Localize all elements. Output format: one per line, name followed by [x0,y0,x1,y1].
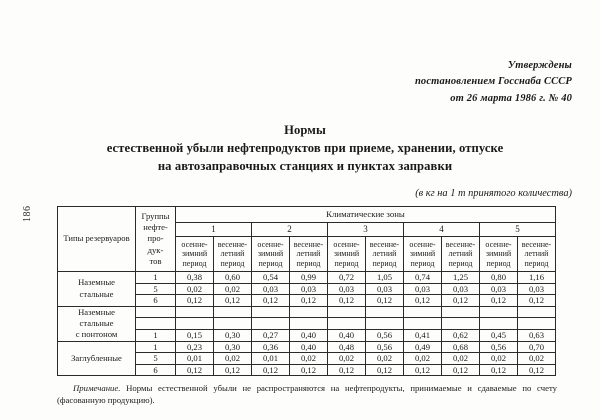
header-type-column: Типы резервуаров [58,207,136,272]
row-value-cell: 0,30 [214,329,252,341]
row-value-cell [480,318,518,330]
row-value-cell: 0,12 [328,364,366,376]
row-value-cell: 0,12 [518,295,556,307]
header-zone-3: 3 [328,223,404,237]
row-type-label [58,272,136,307]
row-value-cell: 0,80 [480,272,518,284]
row-value-cell [404,318,442,330]
group-line-5: тов [149,255,162,266]
row-value-cell [252,306,290,318]
header-climatic-zones: Климатические зоны [176,207,556,223]
row-type-line: с понтоном [75,329,118,340]
title-line-2: естественной убыли нефтепродуктов при приеме, хранении, отпуске [106,140,504,155]
row-value-cell [214,306,252,318]
row-value-cell: 0,03 [518,283,556,295]
row-value-cell [290,306,328,318]
row-value-cell: 0,02 [290,353,328,365]
row-value-cell: 0,02 [480,353,518,365]
row-value-cell: 0,56 [480,341,518,353]
row-type-line: стальные [79,288,114,299]
row-value-cell: 0,12 [176,295,214,307]
row-value-cell [404,306,442,318]
row-value-cell [518,306,556,318]
row-value-cell: 0,40 [290,329,328,341]
row-value-cell: 0,36 [252,341,290,353]
title-line-1: Нормы [284,123,326,137]
row-value-cell: 0,03 [442,283,480,295]
row-group-number: 6 [136,295,176,307]
table-row [58,306,556,318]
page-number: 186 [22,205,33,222]
footnote-label: Примечание. [73,383,121,393]
row-value-cell: 0,02 [214,353,252,365]
header-zone-4: 4 [404,223,480,237]
row-value-cell [442,318,480,330]
row-value-cell [366,318,404,330]
header-period-ss-z3: весенне-летний период [366,237,404,272]
footnote [57,382,557,407]
row-value-cell: 0,99 [290,272,328,284]
row-value-cell [176,306,214,318]
row-value-cell: 0,45 [480,329,518,341]
row-value-cell: 0,02 [214,283,252,295]
document-title [55,122,555,176]
row-value-cell: 0,54 [252,272,290,284]
approval-block [300,58,572,107]
row-value-cell [328,306,366,318]
header-zone-1: 1 [176,223,252,237]
row-value-cell: 0,56 [366,329,404,341]
row-value-cell: 1,05 [366,272,404,284]
row-value-cell: 0,15 [176,329,214,341]
row-type-label [58,341,136,376]
header-period-ss-z1: весенне-летний период [214,237,252,272]
row-value-cell: 0,12 [290,295,328,307]
table-row [58,341,556,353]
row-value-cell: 0,12 [480,295,518,307]
row-value-cell: 0,62 [442,329,480,341]
row-value-cell: 0,02 [404,353,442,365]
footnote-text: Нормы естественной убыли не распространяются на нефтепродукты, принимаемые и сдаваемые по счету (фасованную продукцию). [57,383,557,406]
row-value-cell: 0,12 [442,364,480,376]
row-value-cell: 0,03 [480,283,518,295]
header-group-column [136,207,176,272]
row-value-cell: 0,12 [176,364,214,376]
table-head [58,207,556,272]
row-value-cell: 0,12 [442,295,480,307]
group-line-1: Группы [141,211,170,222]
row-value-cell: 0,12 [404,295,442,307]
row-value-cell [480,306,518,318]
row-value-cell: 0,01 [176,353,214,365]
row-value-cell [290,318,328,330]
row-value-cell: 0,27 [252,329,290,341]
row-value-cell: 0,12 [252,295,290,307]
header-period-aw-z4: осенне-зимний период [404,237,442,272]
row-value-cell: 0,12 [366,295,404,307]
table-row [58,272,556,284]
row-type-label [58,306,136,341]
row-group-number: 5 [136,353,176,365]
group-line-3: про- [147,233,164,244]
row-type-line: Наземные [78,306,115,317]
row-value-cell: 0,12 [290,364,328,376]
header-period-aw-z1: осенне-зимний период [176,237,214,272]
approval-line-1: Утверждены [507,60,572,71]
row-value-cell: 0,49 [404,341,442,353]
row-value-cell: 0,68 [442,341,480,353]
header-period-ss-z2: весенне-летний период [290,237,328,272]
norms-table [57,206,556,376]
row-group-number [136,318,176,330]
row-value-cell: 0,41 [404,329,442,341]
row-value-cell: 0,12 [214,295,252,307]
row-value-cell: 0,12 [366,364,404,376]
row-value-cell [442,306,480,318]
header-row-zones [58,207,556,223]
row-value-cell: 0,03 [252,283,290,295]
header-period-ss-z4: весенне-летний период [442,237,480,272]
row-value-cell: 0,48 [328,341,366,353]
row-value-cell: 0,30 [214,341,252,353]
row-value-cell [328,318,366,330]
row-value-cell: 0,02 [176,283,214,295]
row-value-cell [518,318,556,330]
row-group-number: 1 [136,341,176,353]
row-group-number: 6 [136,364,176,376]
norms-table-container [57,206,555,376]
row-group-number: 5 [136,283,176,295]
row-value-cell: 0,02 [366,353,404,365]
row-value-cell: 0,02 [328,353,366,365]
row-value-cell: 0,63 [518,329,556,341]
row-value-cell: 0,60 [214,272,252,284]
row-value-cell [176,318,214,330]
row-value-cell: 0,12 [480,364,518,376]
header-period-aw-z2: осенне-зимний период [252,237,290,272]
row-value-cell: 0,38 [176,272,214,284]
row-value-cell [366,306,404,318]
row-value-cell: 0,72 [328,272,366,284]
row-value-cell: 0,01 [252,353,290,365]
row-value-cell [214,318,252,330]
row-value-cell: 0,74 [404,272,442,284]
row-type-line: Наземные [78,277,115,288]
row-value-cell: 0,12 [252,364,290,376]
row-group-number: 1 [136,329,176,341]
header-period-aw-z3: осенне-зимний период [328,237,366,272]
row-value-cell: 1,25 [442,272,480,284]
row-type-line: Заглубленные [71,352,122,363]
row-value-cell: 0,12 [214,364,252,376]
title-line-3: на автозаправочных станциях и пунктах заправки [157,158,453,173]
row-value-cell: 1,16 [518,272,556,284]
group-line-4: дук- [147,244,164,255]
approval-line-3: от 26 марта 1986 г. № 40 [450,92,572,104]
row-value-cell: 0,56 [366,341,404,353]
row-value-cell: 0,70 [518,341,556,353]
row-value-cell: 0,02 [518,353,556,365]
header-period-aw-z5: осенне-зимний период [480,237,518,272]
header-zone-2: 2 [252,223,328,237]
header-period-ss-z5: весенне-летний период [518,237,556,272]
row-value-cell: 0,03 [366,283,404,295]
row-value-cell: 0,40 [290,341,328,353]
row-group-number: 1 [136,272,176,284]
row-type-line: стальные [79,317,114,328]
row-group-number [136,306,176,318]
row-value-cell: 0,02 [442,353,480,365]
group-line-2: нефте- [143,222,168,233]
row-value-cell: 0,23 [176,341,214,353]
table-body [58,272,556,376]
approval-line-2: постановлением Госснаба СССР [414,76,572,88]
row-value-cell [252,318,290,330]
row-value-cell: 0,03 [328,283,366,295]
row-value-cell: 0,40 [328,329,366,341]
row-value-cell: 0,12 [328,295,366,307]
row-value-cell: 0,12 [404,364,442,376]
row-value-cell: 0,12 [518,364,556,376]
row-value-cell: 0,03 [404,283,442,295]
row-value-cell: 0,03 [290,283,328,295]
header-zone-5: 5 [480,223,556,237]
units-note: (в кг на 1 т принятого количества) [415,188,572,199]
